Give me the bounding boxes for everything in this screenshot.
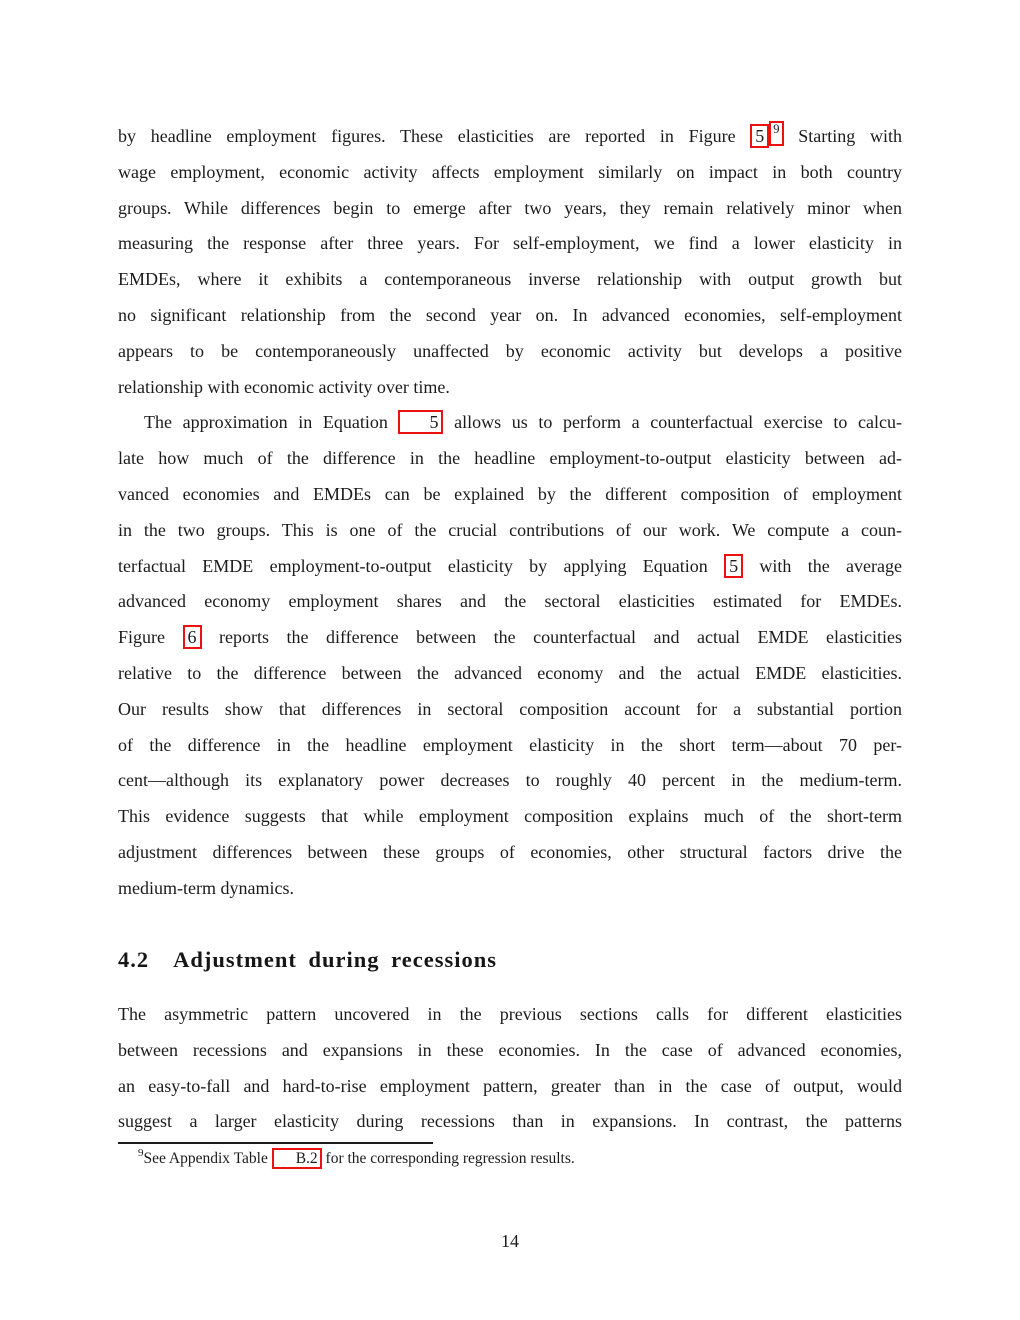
footnote bbox=[118, 1146, 902, 1172]
text-line: Our results show that differences in sectoral composition account for a substantial portion bbox=[118, 698, 902, 719]
text-line: between recessions and expansions in these economies. In the case of advanced economies, bbox=[118, 1039, 902, 1060]
text-line: groups. While differences begin to emerge after two years, they remain relatively minor when bbox=[118, 197, 902, 218]
text-line: relationship with economic activity over time. bbox=[118, 376, 450, 397]
text-line: The approximation in Equation 5 allows us to perform a counterfactual exercise to calcu- bbox=[144, 412, 902, 433]
text-line: advanced economy employment shares and the sectoral elasticities estimated for EMDEs. bbox=[118, 591, 902, 612]
equation-5-ref[interactable]: 5 bbox=[398, 410, 443, 434]
text-line: measuring the response after three years. For self-employment, we find a lower elasticity in bbox=[118, 233, 902, 254]
paragraph-1 bbox=[118, 119, 902, 405]
figure-6-ref[interactable]: 6 bbox=[183, 625, 202, 649]
text-line: suggest a larger elasticity during recessions than in expansions. In contrast, the patterns bbox=[118, 1111, 902, 1132]
footnote-rule bbox=[118, 1142, 433, 1144]
text-line: an easy-to-fall and hard-to-rise employment pattern, greater than in the case of output, would bbox=[118, 1075, 902, 1096]
text-line: no significant relationship from the second year on. In advanced economies, self-employment bbox=[118, 304, 902, 325]
text-line: terfactual EMDE employment-to-output elasticity by applying Equation 5 with the average bbox=[118, 555, 902, 576]
page-number: 14 bbox=[501, 1231, 519, 1251]
section-number: 4.2 bbox=[118, 947, 150, 972]
text-line: of the difference in the headline employment elasticity in the short term—about 70 per- bbox=[118, 734, 902, 755]
text-line: in the two groups. This is one of the crucial contributions of our work. We compute a coun- bbox=[118, 519, 902, 540]
section-title: Adjustment during recessions bbox=[173, 947, 497, 972]
text-line: vanced economies and EMDEs can be explained by the different composition of employment bbox=[118, 483, 902, 504]
section-heading bbox=[118, 947, 497, 973]
text-line: cent—although its explanatory power decreases to roughly 40 percent in the medium-term. bbox=[118, 770, 902, 791]
footnote-marker: 9 bbox=[138, 1147, 144, 1159]
text-line: late how much of the difference in the headline employment-to-output elasticity between ad- bbox=[118, 448, 902, 469]
paragraph-2 bbox=[118, 405, 902, 906]
text-line: The asymmetric pattern uncovered in the previous sections calls for different elasticities bbox=[118, 1004, 902, 1024]
text-line: wage employment, economic activity affects employment similarly on impact in both country bbox=[118, 161, 902, 182]
footnote-9-ref[interactable]: 9 bbox=[769, 121, 783, 146]
text-line: relative to the difference between the advanced economy and the actual EMDE elasticities. bbox=[118, 662, 902, 683]
text-line: $^9$See Appendix Table B.2 for the corresponding regression results. bbox=[138, 1147, 575, 1167]
text-line: medium-term dynamics. bbox=[118, 877, 294, 898]
text-line: Figure 6 reports the difference between the counterfactual and actual EMDE elasticities bbox=[118, 627, 902, 648]
text-line: This evidence suggests that while employment composition explains much of the short-term bbox=[118, 806, 902, 827]
text-line: EMDEs, where it exhibits a contemporaneous inverse relationship with output growth but bbox=[118, 269, 902, 290]
table-b2-ref[interactable]: B.2 bbox=[272, 1148, 322, 1169]
body-text bbox=[118, 119, 902, 907]
text-line: appears to be contemporaneously unaffected by economic activity but develops a positive bbox=[118, 340, 902, 361]
section-body-text bbox=[118, 997, 902, 1140]
paragraph-3 bbox=[118, 997, 902, 1140]
text-line: adjustment differences between these groups of economies, other structural factors drive the bbox=[118, 841, 902, 862]
text-line: by headline employment figures. These elasticities are reported in Figure 5 9 Starting with bbox=[118, 122, 903, 146]
equation-5-ref-2[interactable]: 5 bbox=[724, 554, 743, 578]
figure-5-ref[interactable]: 5 bbox=[750, 124, 769, 148]
